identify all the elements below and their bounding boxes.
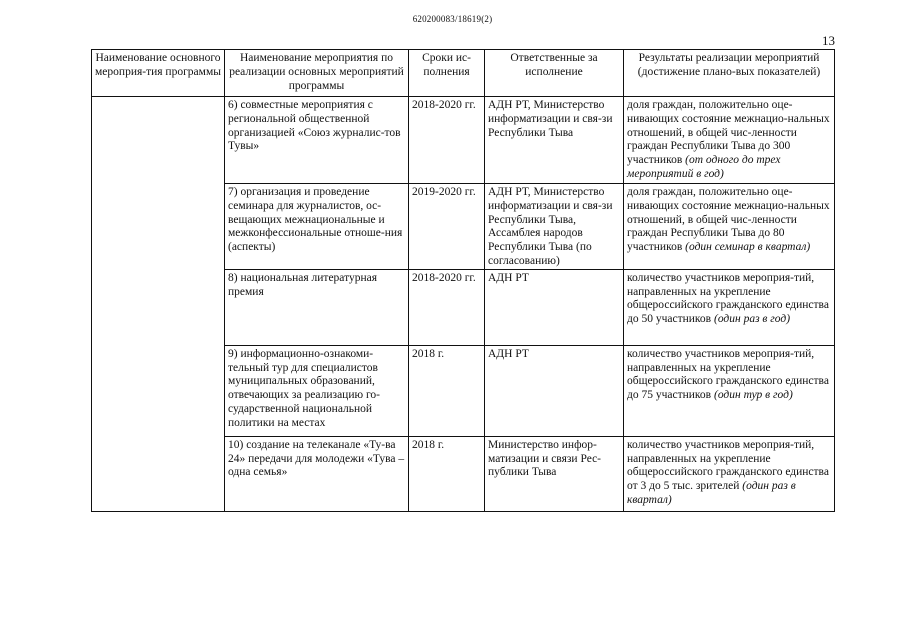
result-cell [624, 436, 835, 511]
page-number: 13 [822, 33, 835, 48]
event-cell: 8) национальная литературная премия [225, 269, 409, 345]
responsible-cell: Министерство инфор-матизации и связи Рес-публики Тыва [485, 436, 624, 511]
document-number: 620200083/18619(2) [412, 14, 493, 24]
header-results: Результаты реализации мероприятий (достижение плано-вых показателей) [624, 50, 835, 97]
result-note: (от одного до трех мероприятий в год) [627, 154, 781, 180]
event-cell: 6) совместные мероприятия с региональной общественной организацией «Союз журналис-тов Тувы» [225, 97, 409, 184]
result-text: количество участников мероприя-тий, направленных на укрепление общероссийского гражданского единства до 50 участников [627, 271, 829, 326]
event-cell: 7) организация и проведение семинара для журналистов, ос-вещающих межнациональные и межконфессиональные отноше-ния (аспекты) [225, 184, 409, 270]
term-cell: 2018 г. [409, 345, 485, 436]
header-term: Сроки ис-полнения [409, 50, 485, 97]
result-text: доля граждан, положительно оце-нивающих состояние межнацио-нальных отношений, в общей чис-ленности граждан Республики Тыва до 300 участников [627, 99, 830, 167]
result-cell [624, 97, 835, 184]
event-cell: 9) информационно-ознакоми-тельный тур для специалистов муниципальных образований, отвечающих за реализацию го-сударственной национальной политики на местах [225, 345, 409, 436]
responsible-cell: АДН РТ, Министерство информатизации и свя-зи Республики Тыва [485, 97, 624, 184]
result-note: (один раз в квартал) [627, 480, 796, 506]
header-main-event: Наименование основного мероприя-тия программы [92, 50, 225, 97]
term-cell: 2019-2020 гг. [409, 184, 485, 270]
result-note: (один раз в год) [714, 313, 791, 326]
responsible-cell: АДН РТ [485, 345, 624, 436]
result-cell [624, 269, 835, 345]
term-cell: 2018-2020 гг. [409, 269, 485, 345]
result-text: количество участников мероприя-тий, направленных на укрепление общероссийского гражданского единства до 75 участников [627, 347, 829, 402]
main-event-cell [92, 97, 225, 512]
result-text: количество участников мероприя-тий, направленных на укрепление общероссийского гражданского единства от 3 до 5 тыс. зрителей [627, 438, 829, 493]
responsible-cell: АДН РТ, Министерство информатизации и свя-зи Республики Тыва, Ассамблея народов Республики Тыва (по согласованию) [485, 184, 624, 270]
table-row [92, 97, 835, 184]
result-note: (один семинар в квартал) [685, 241, 811, 254]
header-event-name: Наименование мероприятия по реализации основных мероприятий программы [225, 50, 409, 97]
result-cell [624, 345, 835, 436]
term-cell: 2018-2020 гг. [409, 97, 485, 184]
program-table [91, 49, 835, 512]
result-note: (один тур в год) [714, 389, 793, 402]
event-cell: 10) создание на телеканале «Ту-ва 24» передачи для молодежи «Тува – одна семья» [225, 436, 409, 511]
header-responsible: Ответственные за исполнение [485, 50, 624, 97]
term-cell: 2018 г. [409, 436, 485, 511]
result-cell [624, 184, 835, 270]
responsible-cell: АДН РТ [485, 269, 624, 345]
table-header-row [92, 50, 835, 97]
result-text: доля граждан, положительно оце-нивающих состояние межнацио-нальных отношений, в общей чис-ленности граждан Республики Тыва до 80 участников [627, 186, 830, 254]
